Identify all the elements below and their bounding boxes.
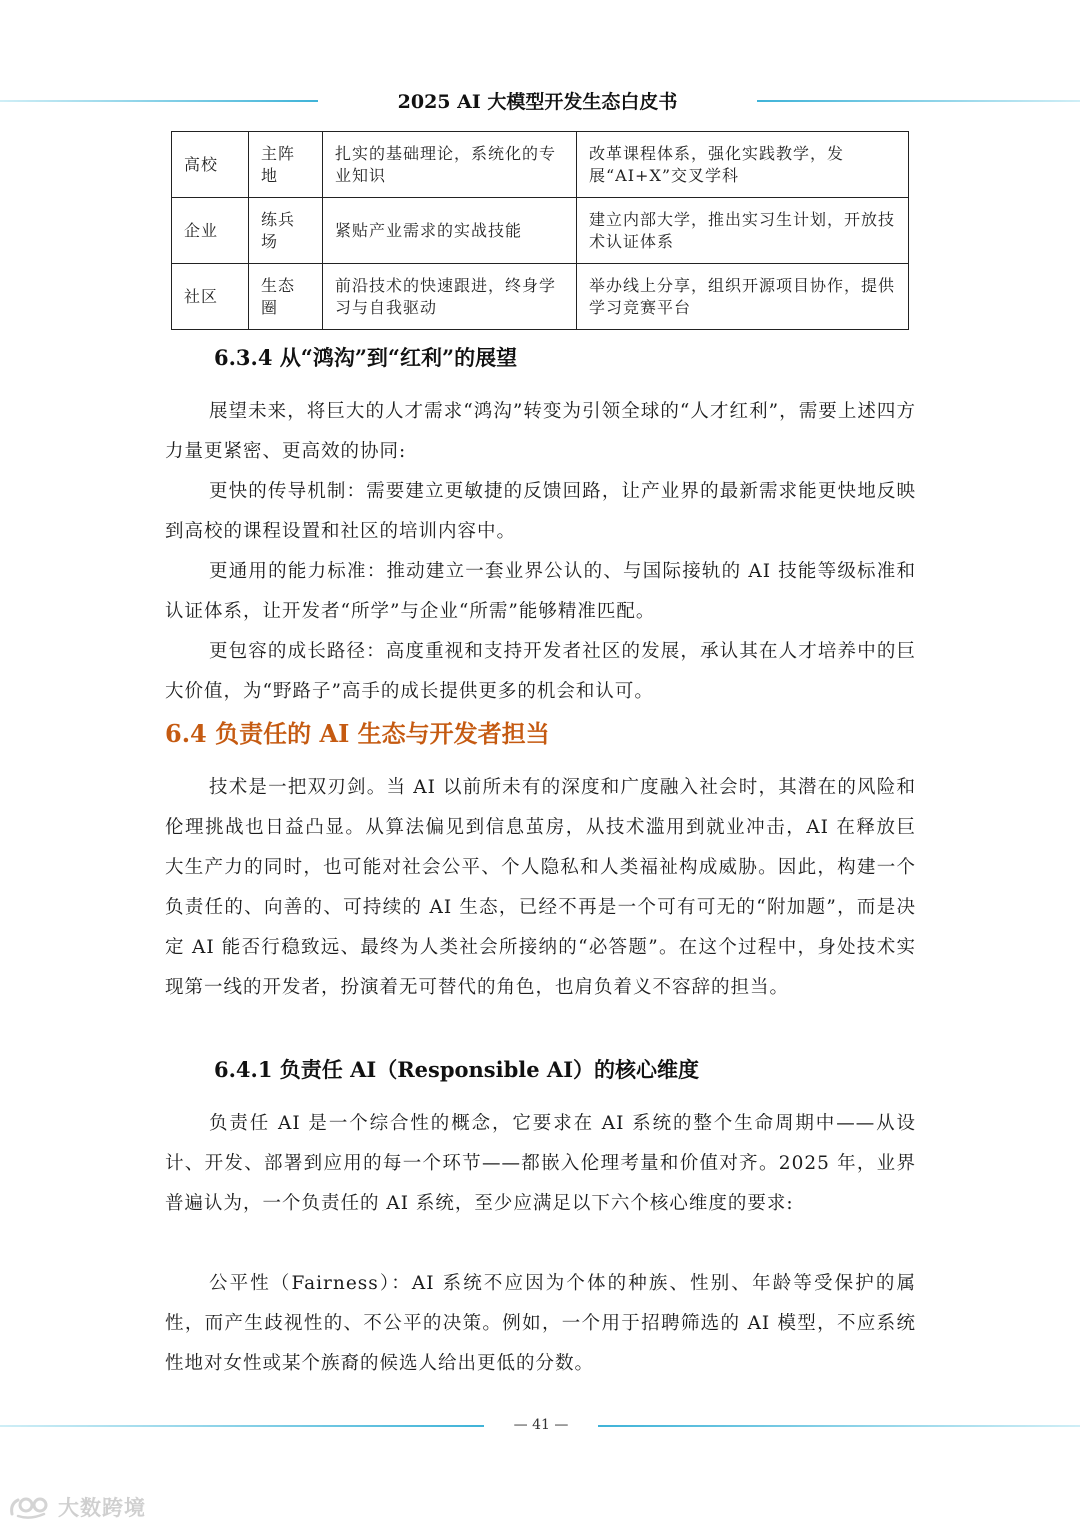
table-cell-actions: 举办线上分享，组织开源项目协作，提供学习竞赛平台: [577, 264, 909, 330]
table-row: [172, 132, 909, 198]
brand-logo-icon: [8, 1494, 52, 1520]
footer-rule-left: [0, 1425, 484, 1427]
table-row: [172, 264, 909, 330]
table-cell-focus: 前沿技术的快速跟进，终身学习与自我驱动: [323, 264, 577, 330]
table-cell-entity: 高校: [172, 132, 249, 198]
table-cell-role: 主阵地: [249, 132, 323, 198]
table-cell-focus: 扎实的基础理论，系统化的专业知识: [323, 132, 577, 198]
section-heading-6-4: 6.4 负责任的 AI 生态与开发者担当: [165, 719, 550, 748]
paragraph-double-edged-sword: 技术是一把双刃剑。当 AI 以前所未有的深度和广度融入社会时，其潜在的风险和伦理挑战也日益凸显。从算法偏见到信息茧房，从技术滥用到就业冲击，AI 在释放巨大生产力的同时，也可能对社会公平、个人隐私和人类福祉构成威胁。因此，构建一个负责任的、向善的、可持续的 AI 生态，已经不再是一个可有可无的“附加题”，而是决定 AI 能否行稳致远、最终为人类社会所接纳的“必答题”。在这个过程中，身处技术实现第一线的开发者，扮演着无可替代的角色，也肩负着义不容辞的担当。: [165, 777, 916, 998]
footer-rule-right: [598, 1425, 1080, 1427]
document-header-title: 2025 AI 大模型开发生态白皮书: [397, 91, 678, 113]
header-rule-left: [0, 100, 318, 102]
page-number: — 41 —: [513, 1417, 569, 1433]
paragraph-outlook-intro: 展望未来，将巨大的人才需求“鸿沟”转变为引领全球的“人才红利”，需要上述四方力量更紧密、更高效的协同:: [165, 401, 916, 462]
table-cell-entity: 社区: [172, 264, 249, 330]
paragraph-responsible-ai-definition: 负责任 AI 是一个综合性的概念，它要求在 AI 系统的整个生命周期中——从设计、开发、部署到应用的每一个环节——都嵌入伦理考量和价值对齐。2025 年，业界普遍认为，一个负责任的 AI 系统，至少应满足以下六个核心维度的要求:: [165, 1113, 916, 1214]
table-cell-role: 练兵场: [249, 198, 323, 264]
section-heading-6-3-4: 6.3.4 从“鸿沟”到“红利”的展望: [214, 345, 518, 370]
table-row: [172, 198, 909, 264]
header-rule-right: [757, 100, 1080, 102]
paragraph-inclusive-growth: 更包容的成长路径：高度重视和支持开发者社区的发展，承认其在人才培养中的巨大价值，为“野路子”高手的成长提供更多的机会和认可。: [165, 641, 916, 702]
paragraph-common-standards: 更通用的能力标准：推动建立一套业界公认的、与国际接轨的 AI 技能等级标准和认证体系，让开发者“所学”与企业“所需”能够精准匹配。: [165, 561, 916, 622]
table-cell-entity: 企业: [172, 198, 249, 264]
table-cell-focus: 紧贴产业需求的实战技能: [323, 198, 577, 264]
talent-ecosystem-table: [171, 131, 909, 330]
table-cell-actions: 建立内部大学，推出实习生计划，开放技术认证体系: [577, 198, 909, 264]
paragraph-fairness: 公平性（Fairness）：AI 系统不应因为个体的种族、性别、年龄等受保护的属性，而产生歧视性的、不公平的决策。例如，一个用于招聘筛选的 AI 模型，不应系统性地对女性或某个族裔的候选人给出更低的分数。: [165, 1273, 916, 1374]
paragraph-faster-feedback: 更快的传导机制：需要建立更敏捷的反馈回路，让产业界的最新需求能更快地反映到高校的课程设置和社区的培训内容中。: [165, 481, 916, 542]
section-heading-6-4-1: 6.4.1 负责任 AI（Responsible AI）的核心维度: [214, 1057, 700, 1082]
watermark: [8, 1492, 146, 1522]
table-cell-actions: 改革课程体系，强化实践教学，发展“AI+X”交叉学科: [577, 132, 909, 198]
table-cell-role: 生态圈: [249, 264, 323, 330]
watermark-text: 大数跨境: [58, 1496, 146, 1520]
